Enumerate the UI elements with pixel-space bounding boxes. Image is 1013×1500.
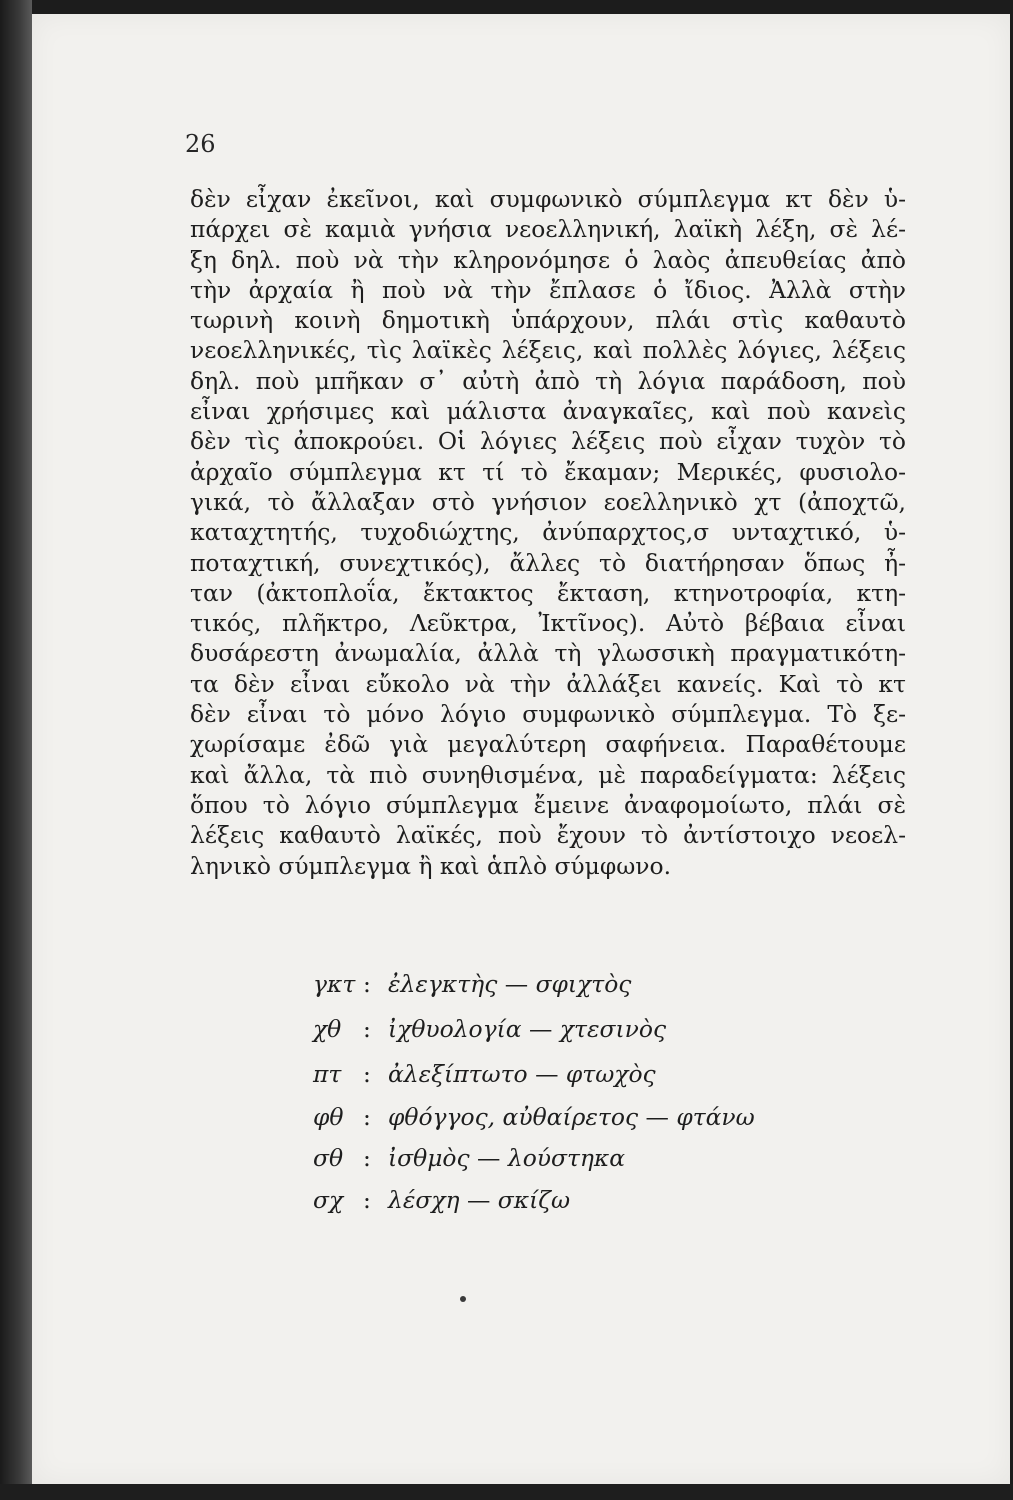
text-line: καταχτητής, τυχοδιώχτης, ἀνύπαρχτος,σ υνταχτικό, ὑ- [190,518,906,547]
example-row [0,1060,1013,1090]
text-line: καὶ ἄλλα, τὰ πιὸ συνηθισμένα, μὲ παραδείγματα: λέξεις [190,760,906,789]
consonant-cluster: πτ [313,1060,342,1088]
text-line: εἶναι χρήσιμες καὶ μάλιστα ἀναγκαῖες, καὶ ποὺ κανεὶς [190,397,906,426]
text-line: τὴν ἀρχαία ἢ ποὺ νὰ τὴν ἔπλασε ὁ ἴδιος. Ἀλλὰ στὴν [190,275,906,304]
learned-word: ἐλεγκτὴς [388,970,498,998]
scan-bottom-edge [0,1484,1013,1500]
text-line: δηλ. ποὺ μπῆκαν σ᾽ αὐτὴ ἀπὸ τὴ λόγια παράδοση, ποὺ [190,366,906,395]
text-line: γικά, τὸ ἄλλαξαν στὸ γνήσιον εοελληνικὸ χτ (ἀποχτῶ, [190,487,906,516]
example-dash: — [504,970,529,998]
example-words [388,1144,625,1172]
text-line: ξη δηλ. ποὺ νὰ τὴν κληρονόμησε ὁ λαὸς ἀπευθείας ἀπὸ [190,245,906,274]
popular-word: σφιχτὸς [535,970,632,998]
example-colon: : [363,1144,371,1172]
text-line: ὅπου τὸ λόγιο σύμπλεγμα ἔμεινε ἀναφομοίωτο, πλάι σὲ [190,790,906,819]
learned-word: λέσχη [388,1186,460,1214]
text-line: δυσάρεστη ἀνωμαλία, ἀλλὰ τὴ γλωσσικὴ πραγματικότη- [190,639,906,668]
consonant-cluster: σθ [313,1144,344,1172]
example-row [0,1103,1013,1133]
text-line: δὲν τὶς ἀποκρούει. Οἱ λόγιες λέξεις ποὺ εἶχαν τυχὸν τὸ [190,427,906,456]
consonant-cluster: σχ [313,1186,344,1214]
example-dash: — [529,1015,553,1043]
popular-word: λούστηκα [507,1144,626,1172]
ink-speck [460,1296,466,1302]
example-dash: — [645,1103,669,1131]
example-words [388,1015,666,1043]
example-words [388,1186,570,1214]
text-line: λέξεις καθαυτὸ λαϊκές, ποὺ ἔχουν τὸ ἀντίστοιχο νεοελ- [190,821,906,850]
text-line: πάρχει σὲ καμιὰ γνήσια νεοελληνική, λαϊκὴ λέξη, σὲ λέ- [190,215,906,244]
example-row [0,970,1013,1000]
example-row [0,1144,1013,1174]
text-line: ποταχτική, συνεχτικός), ἄλλες τὸ διατήρησαν ὅπως ἦ- [190,548,906,577]
example-dash: — [477,1144,501,1172]
example-words [388,1060,656,1088]
body-paragraph [190,184,906,881]
consonant-cluster: φθ [313,1103,344,1131]
example-colon: : [363,1186,371,1214]
example-dash: — [466,1186,491,1214]
learned-word: ἰχθυολογία [388,1015,522,1043]
text-line: ληνικὸ σύμπλεγμα ἢ καὶ ἁπλὸ σύμφωνο. [190,851,672,880]
page-number: 26 [185,130,216,158]
scan-binding-edge [0,0,32,1500]
example-colon: : [363,970,371,998]
learned-word: ἀλεξίπτωτο [388,1060,528,1088]
example-words [388,970,631,998]
popular-word: φτάνω [676,1103,755,1131]
example-colon: : [363,1015,371,1043]
text-line: δὲν εἶναι τὸ μόνο λόγιο συμφωνικὸ σύμπλεγμα. Τὸ ξε- [190,700,906,729]
example-words [388,1103,755,1131]
text-line: ἀρχαῖο σύμπλεγμα κτ τί τὸ ἔκαμαν; Μερικές, φυσιολο- [190,457,906,486]
popular-word: φτωχὸς [565,1060,656,1088]
example-colon: : [363,1103,371,1131]
text-line: δὲν εἶχαν ἐκεῖνοι, καὶ συμφωνικὸ σύμπλεγμα κτ δὲν ὑ- [190,185,906,213]
popular-word: σκίζω [497,1186,571,1214]
text-line: νεοελληνικές, τὶς λαϊκὲς λέξεις, καὶ πολλὲς λόγιες, λέξεις [190,336,906,365]
example-row [0,1015,1013,1045]
learned-word: ἰσθμὸς [388,1144,470,1172]
example-row [0,1186,1013,1216]
text-line: ταν (ἀκτοπλοΐα, ἔκτακτος ἔκταση, κτηνοτροφία, κτη- [190,578,906,607]
example-dash: — [535,1060,559,1088]
consonant-cluster: γκτ [313,970,356,998]
text-line: χωρίσαμε ἐδῶ γιὰ μεγαλύτερη σαφήνεια. Παραθέτουμε [190,730,906,759]
text-line: τωρινὴ κοινὴ δημοτικὴ ὑπάρχουν, πλάι στὶς καθαυτὸ [190,306,906,335]
text-line: τα δὲν εἶναι εὔκολο νὰ τὴν ἀλλάξει κανείς. Καὶ τὸ κτ [190,669,906,698]
popular-word: χτεσινὸς [559,1015,667,1043]
learned-word: φθόγγος, αὐθαίρετος [388,1103,639,1131]
example-colon: : [363,1060,371,1088]
text-line: τικός, πλῆκτρο, Λεῦκτρα, Ἰκτῖνος). Αὐτὸ βέβαια εἶναι [190,609,906,638]
consonant-cluster: χθ [313,1015,342,1043]
